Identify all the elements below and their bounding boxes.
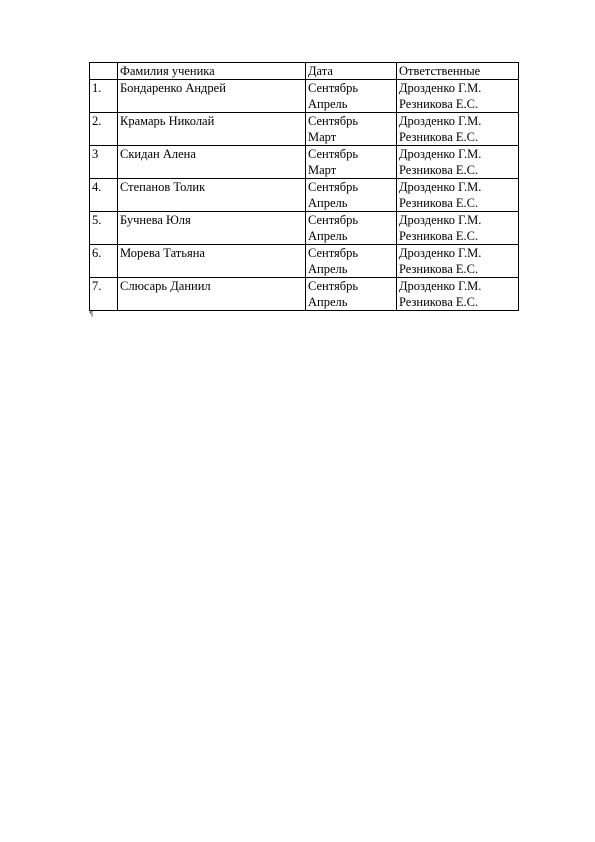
responsible-cell: [397, 245, 519, 278]
student-name: Степанов Толик: [120, 180, 206, 194]
table-row: [90, 212, 519, 245]
row-number: [90, 212, 118, 245]
table-body: [90, 80, 519, 311]
row-number-text: 2.: [92, 114, 102, 128]
date-cell: [306, 80, 397, 113]
date-first: Сентябрь: [308, 147, 359, 161]
row-number-text: 6.: [92, 246, 102, 260]
row-number: [90, 146, 118, 179]
responsible-first: Дрозденко Г.М.: [399, 180, 482, 194]
responsible-cell: [397, 80, 519, 113]
table-row: [90, 113, 519, 146]
date-first: Сентябрь: [308, 279, 359, 293]
paragraph-mark: ¶: [89, 310, 94, 318]
date-second: Апрель: [308, 295, 348, 309]
student-name: Бондаренко Андрей: [120, 81, 226, 95]
date-first: Сентябрь: [308, 213, 359, 227]
responsible-first: Дрозденко Г.М.: [399, 81, 482, 95]
date-second: Апрель: [308, 97, 348, 111]
header-num: [90, 63, 118, 80]
date-second: Апрель: [308, 262, 348, 276]
table-row: [90, 80, 519, 113]
row-number: [90, 80, 118, 113]
student-name: Морева Татьяна: [120, 246, 205, 260]
row-number-text: 3: [92, 147, 99, 161]
row-number-text: 4.: [92, 180, 102, 194]
table-row: [90, 146, 519, 179]
responsible-first: Дрозденко Г.М.: [399, 213, 482, 227]
date-cell: [306, 146, 397, 179]
date-second: Апрель: [308, 229, 348, 243]
row-number: [90, 245, 118, 278]
responsible-second: Резникова Е.С.: [399, 229, 479, 243]
date-first: Сентябрь: [308, 246, 359, 260]
student-name-cell: [118, 179, 306, 212]
responsible-first: Дрозденко Г.М.: [399, 147, 482, 161]
row-number-text: 7.: [92, 279, 102, 293]
row-number-text: 1.: [92, 81, 102, 95]
date-cell: [306, 278, 397, 311]
responsible-first: Дрозденко Г.М.: [399, 279, 482, 293]
student-name-cell: [118, 113, 306, 146]
responsible-second: Резникова Е.С.: [399, 163, 479, 177]
header-student-name: Фамилия ученика: [118, 63, 306, 80]
header-responsible: Ответственные: [397, 63, 519, 80]
date-second: Март: [308, 130, 337, 144]
date-cell: [306, 113, 397, 146]
responsible-second: Резникова Е.С.: [399, 262, 479, 276]
student-name: Крамарь Николай: [120, 114, 215, 128]
header-date: Дата: [306, 63, 397, 80]
date-first: Сентябрь: [308, 81, 359, 95]
row-number-text: 5.: [92, 213, 102, 227]
responsible-cell: [397, 278, 519, 311]
responsible-cell: [397, 146, 519, 179]
responsible-first: Дрозденко Г.М.: [399, 114, 482, 128]
responsible-second: Резникова Е.С.: [399, 196, 479, 210]
date-first: Сентябрь: [308, 114, 359, 128]
responsible-cell: [397, 113, 519, 146]
student-name-cell: [118, 80, 306, 113]
date-cell: [306, 212, 397, 245]
date-cell: [306, 245, 397, 278]
date-cell: [306, 179, 397, 212]
student-name-cell: [118, 146, 306, 179]
student-table: [89, 62, 519, 311]
responsible-cell: [397, 179, 519, 212]
student-name-cell: [118, 212, 306, 245]
date-second: Апрель: [308, 196, 348, 210]
row-number: [90, 278, 118, 311]
responsible-second: Резникова Е.С.: [399, 130, 479, 144]
student-name: Бучнева Юля: [120, 213, 191, 227]
student-name: Скидан Алена: [120, 147, 196, 161]
table-header-row: [90, 63, 519, 80]
table-row: [90, 245, 519, 278]
table-row: [90, 179, 519, 212]
responsible-second: Резникова Е.С.: [399, 295, 479, 309]
responsible-cell: [397, 212, 519, 245]
responsible-first: Дрозденко Г.М.: [399, 246, 482, 260]
table-row: [90, 278, 519, 311]
date-second: Март: [308, 163, 337, 177]
student-name-cell: [118, 278, 306, 311]
row-number: [90, 179, 118, 212]
row-number: [90, 113, 118, 146]
student-name-cell: [118, 245, 306, 278]
student-name: Слюсарь Даниил: [120, 279, 211, 293]
date-first: Сентябрь: [308, 180, 359, 194]
responsible-second: Резникова Е.С.: [399, 97, 479, 111]
